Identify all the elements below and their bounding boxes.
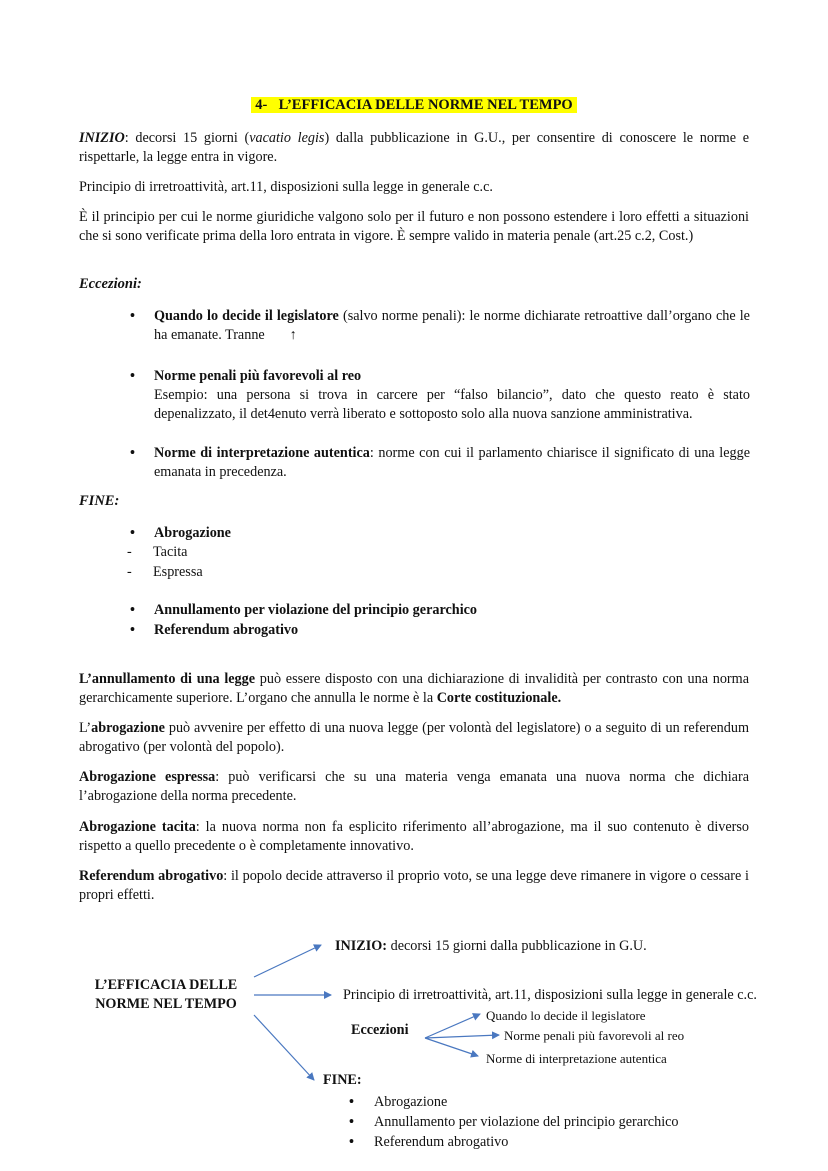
arrow-to-ecc-2 <box>425 1035 499 1038</box>
fine-heading: FINE: <box>79 493 120 509</box>
principio-paragraph: Principio di irretroattività, art.11, disposizioni sulla legge in generale c.c. <box>79 179 493 195</box>
def-referendum: Referendum abrogativo: il popolo decide attraverso il proprio voto, se una legge deve rimanere in vigore o cessare i propri effetti. <box>79 868 749 903</box>
arrow-to-ecc-1 <box>425 1014 480 1038</box>
diagram-ecc-item-1: Quando lo decide il legislatore <box>486 1008 646 1023</box>
diagram-principio: Principio di irretroattività, art.11, disposizioni sulla legge in generale c.c. <box>343 987 757 1003</box>
inizio-paragraph: INIZIO: decorsi 15 giorni (vacatio legis) dalla pubblicazione in G.U., per consentire di conoscere le norme e rispettarle, la legge entra in vigore. <box>79 130 749 165</box>
def-annullamento: L’annullamento di una legge può essere disposto con una dichiarazione di invalidità per contrasto con una norma gerarchicamente superiore. L’organo che annulla le norme è la Corte costituzionale. <box>79 671 749 706</box>
principio-definition: È il principio per cui le norme giuridiche valgono solo per il futuro e non possono estendere i loro effetti a situazioni che si sono verificate prima della loro entrata in vigore. È sempre valido in materia penale (art.25 c.2, Cost.) <box>79 209 749 244</box>
diagram-fine-item-3: • Referendum abrogativo <box>349 1134 509 1150</box>
diagram-ecc-item-3: Norme di interpretazione autentica <box>486 1051 667 1066</box>
diagram-fine-item-2: • Annullamento per violazione del principio gerarchico <box>349 1114 679 1130</box>
def-abrogazione-espressa: Abrogazione espressa: può verificarsi che su una materia venga emanata una nuova norma che dichiara l’abrogazione della norma precedente. <box>79 769 749 804</box>
document-page: 4- L’EFFICACIA DELLE NORME NEL TEMPO INIZIO: decorsi 15 giorni (vacatio legis) dalla pubblicazione in G.U., per consentire di conoscere le norme e rispettarle, la legge entra in vigore. Principio di irretroattività, art.11, disposizioni sulla legge in generale c.c. È il principio per cui le norme giuridiche valgono solo per il futuro e non possono estendere i loro effetti a situazioni che si sono verificate prima della loro entrata in vigore. È sempre valido in materia penale (art.25 c.2, Cost.) Eccezioni: • Quando lo decide il legislatore (salvo norme penali): le norme dichiarate retroattive dall’organo che le ha emanate. Tranne ↑ • Norme penali più favorevoli al reo Esempio: una persona si trova in carcere per “falso bilancio”, dato che questo reato è stato depenalizzato, il det4enuto verrà liberato e sottoposto solo alla nuova sanzione amministrativa. • Norme di interpretazione autentica: norme con cui il parlamento chiarisce il significato di una legge emanata in precedenza. FINE: • Abrogazione - Tacita - Espressa • Annullamento per violazione del principio gerarchico • Referendum abrogativo L’annullamento di una legge può essere disposto con una dichiarazione di invalidità per contrasto con una norma gerarchicamente superiore. L’organo che annulla le norme è la Corte costituzionale. L’abrogazione può avvenire per effetto di una nuova legge (per volontà del legislatore) o a seguito di un referendum abrogativo (per volontà del popolo). Abrogazione espressa: può verificarsi che su una materia venga emanata una nuova norma che dichiara l’abrogazione della norma precedente. Abrogazione tacita: la nuova norma non fa esplicito riferimento all’abrogazione, ma il suo contenuto è diverso rispetto a quello precedente o è completamente innovativo. Referendum abrogativo: il popolo decide attraverso il proprio voto, se una legge deve rimanere in vigore o cessare i propri effetti. L’EFFICACIA DELLE NORME NEL TEMPO INIZIO: decorsi 15 giorni dalla pubblicazione in G.U. Principio di irretroattività, art.11, disposizioni sulla legge in generale c.c. Eccezioni Quando lo decide il legislatore Norme penali più favorevoli al reo Norme di interpretazione autentica FINE: • Abrogazione • Annullamento per violazione del principio gerarchico • Referendum abrogativo <box>0 0 828 1171</box>
arrow-to-inizio <box>254 945 321 977</box>
page-title: 4- L’EFFICACIA DELLE NORME NEL TEMPO <box>0 97 828 114</box>
def-abrogazione-tacita: Abrogazione tacita: la nuova norma non fa esplicito riferimento all’abrogazione, ma il suo contenuto è diverso rispetto a quello precedente o è completamente innovativo. <box>79 819 749 854</box>
fine-subitem-tacita: - Tacita <box>127 544 188 560</box>
arrow-to-fine <box>254 1015 314 1080</box>
def-abrogazione: L’abrogazione può avvenire per effetto di una nuova legge (per volontà del legislatore) o a seguito di un referendum abrogativo (per volontà del popolo). <box>79 720 749 755</box>
diagram-fine: FINE: <box>323 1072 362 1088</box>
diagram-ecc-item-2: Norme penali più favorevoli al reo <box>504 1028 685 1043</box>
diagram-root: L’EFFICACIA DELLE NORME NEL TEMPO <box>94 977 238 1012</box>
diagram-eccezioni: Eccezioni <box>351 1022 409 1038</box>
diagram-inizio: INIZIO: decorsi 15 giorni dalla pubblicazione in G.U. <box>335 938 647 954</box>
eccezioni-heading: Eccezioni: <box>79 276 142 292</box>
fine-subitem-espressa: - Espressa <box>127 564 203 580</box>
up-arrow-icon: ↑ <box>289 327 297 343</box>
diagram-fine-item-1: • Abrogazione <box>349 1094 448 1110</box>
arrow-to-ecc-3 <box>425 1038 478 1056</box>
